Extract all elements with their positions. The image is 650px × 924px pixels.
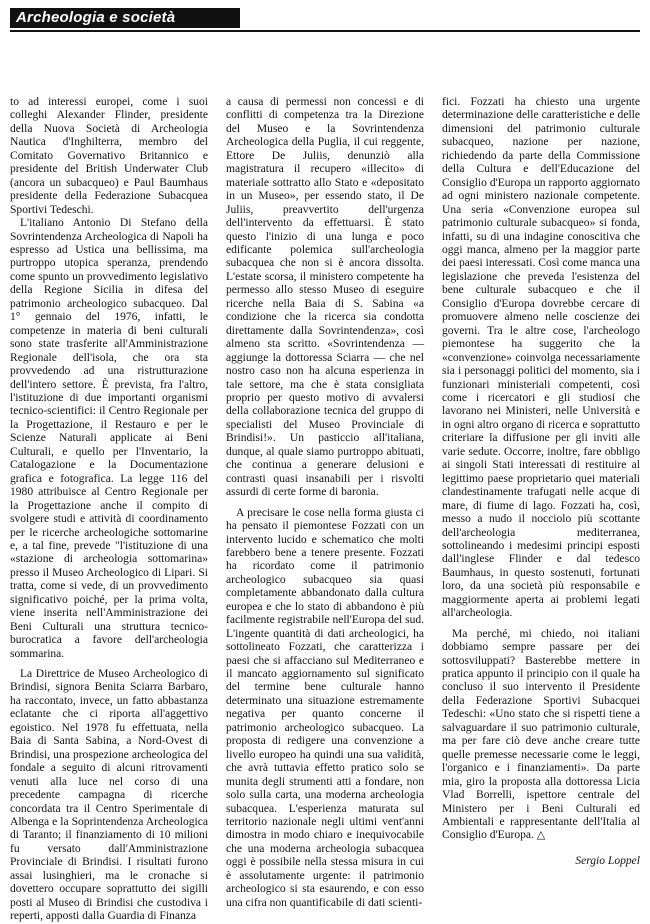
section-header [10, 8, 640, 32]
paragraph: a causa di permessi non concessi e di conflitti di competenza tra la Direzione del Museo e la Sovrintendenza Archeologica della Puglia, il cui reggente, Ettore De Juliis, denunziò alla magistratura il recupero «illecito» di materiale sottratto allo Stato e «depositato in un Museo», per essendo stato, il De Juliis, preavvertito dell'urgenza dell'intervento da effettuarsi. È stato questo l'inizio di una lunga e poco edificante polemica sull'archeologia subacquea che non si è ancora dissolta. L'estate scorsa, il ministero competente ha permesso allo stesso Museo di eseguire ricerche nella Baia di S. Sabina «a condizione che la ricerca sia condotta direttamente dalla Sovrintendenza», così almeno sta scritto. «Sovrintendenza — aggiunge la dottoressa Sciarra — che nel nostro caso non ha alcuna esperienza in tale settore, ma che è stata consigliata proprio per questo motivo di avvalersi della collaborazione tecnica del gruppo di specialisti del Museo Provinciale di Brindisi!». Un pasticcio all'italiana, dunque, al quale siamo purtroppo abituati, che continua a generare delusioni e contrasti quasi insanabili per i risvolti assurdi di certe forme di baronia. [226, 96, 424, 499]
article-body [10, 96, 640, 923]
section-title: Archeologia e società [10, 8, 240, 28]
paragraph: to ad interessi europei, come i suoi colleghi Alexander Flinder, presidente della Nuova Società di Archeologia Nautica d'Inghilterra, membro del Comitato Governativo Britannico e presidente del British Underwater Club (ancora un subacqueo) e Paul Baumhaus presidente della Federazione Subacquea Sportivi Tedeschi. [10, 96, 208, 216]
article-column-3 [442, 96, 640, 868]
paragraph [442, 628, 640, 843]
paragraph-text: Ma perché, mi chiedo, noi italiani dobbiamo sempre passare per dei sottosviluppati? Basterebbe mettere in pratica appunto il principio con il quale ha concluso il suo intervento il Presidente della Federazione Sportivi Subacquei Tedeschi: «Uno stato che si rispetti tiene a salvaguardare il suo patrimonio culturale, ma per fare ciò deve anche creare tutte quelle premesse necessarie come le leggi, l'organico e i finanziamenti». Da parte mia, giro la proposta alla dottoressa Licia Vlad Borrelli, ispettore centrale del Ministero per i Beni Culturali ed Ambientali e rappresentante dell'Italia al Consiglio d'Europa. [442, 627, 640, 842]
article-column-2 [226, 96, 424, 909]
paragraph: La Direttrice de Museo Archeologico di Brindisi, signora Benita Sciarra Barbaro, ha raccontato, invece, un fatto abbastanza eclatante che ci riporta all'aggettivo egoistico. Nel 1978 fu effettuata, nella Baia di Santa Sabina, a Nord-Ovest di Brindisi, una prospezione archeologica del fondale a seguito di alcuni ritrovamenti venuti alla luce nel corso di una precedente campagna di ricerche concordata tra il Centro Sperimentale di Albenga e la Soprintendenza Archeologica di Taranto; il finanziamento di 10 milioni fu versato dall'Amministrazione Provinciale di Brindisi. I risultati furono assai lusinghieri, ma le cronache si dovettero occupare soprattutto dei sigilli posti al Museo di Brindisi che custodiva i reperti, apposti dalla Guardia di Finanza [10, 668, 208, 923]
end-of-article-icon: △ [536, 829, 546, 842]
paragraph: A precisare le cose nella forma giusta ci ha pensato il piemontese Fozzati con un intervento lucido e schematico che molti farebbero bene a tenere presente. Fozzati ha ricordato come il patrimonio archeologico subacqueo sia quasi completamente abbandonato dalla cultura europea e che lo stato di abbandono è più facilmente registrabile nell'Europa del sud. L'ingente quantità di dati archeologici, ha sottolineato Fozzati, che caratterizza i paesi che si affacciano sul Mediterraneo e il mancato aggiornamento sul significato del termine bene culturale hanno determinato una situazione estremamente negativa per quanto concerne il patrimonio archeologico subacqueo. La proposta di redigere una convenzione a livello europeo ha quindi una sua validità, che avrà tuttavia effetto pratico solo se munita degli strumenti atti a fondare, non solo sulla carta, una moderna archeologia subacquea. L'esperienza maturata sul territorio nazionale negli ultimi vent'anni dimostra in modo chiaro e inequivocabile che una moderna archeologia subacquea oggi è possibile nella stessa misura in cui è assolutamente urgente: il patrimonio archeologico si sta esaurendo, e con esso una cifra non quantificabile di dati scienti- [226, 506, 424, 909]
paragraph: L'italiano Antonio Di Stefano della Sovrintendenza Archeologica di Napoli ha espresso ad Ustica una bellissima, ma purtroppo utopica speranza, prendendo come spunto un provvedimento legislativo della Regione Sicilia in difesa del patrimonio archeologico subacqueo. Dal 1° gennaio del 1976, infatti, le competenze in materia di beni culturali sono state trasferite all'Amministrazione Regionale dell'isola, che ora sta provvedendo ad una ristrutturazione dell'intero settore. È prevista, fra l'altro, l'istituzione di due importanti organismi tecnico-scientifici: il Centro Regionale per la Progettazione, il Restauro e per le Scienze Naturali applicate ai Beni Culturali, e quello per l'Inventario, la Catalogazione e la Documentazione grafica e fotografica. La legge 116 del 1980 attribuisce al Centro Regionale per la Progettazione anche il compito di svolgere studi e attività di coordinamento per le ricerche archeologiche sottomarine e, a tal fine, prevede "l'istituzione di una «stazione di archeologia sottomarina» presso il Museo Archeologico di Lipari. Si tratta, come si vede, di un provvedimento significativo poiché, per la prima volta, viene inserita nell'Amministrazione dei Beni Culturali una struttura tecnico-burocratica a favore dell'archeologia sommarina. [10, 217, 208, 660]
paragraph: fici. Fozzati ha chiesto una urgente determinazione delle caratteristiche e delle dimensioni del patrimonio culturale subacqueo, nazione per nazione, richiedendo da parte della Commissione della Cultura e dell'Educazione del Consiglio d'Europa un rapporto aggiornato ad ogni ministero nazionale competente. Una seria «Convenzione europea sul patrimonio culturale subacqueo» si fonda, infatti, su di una indagine conoscitiva che oggi manca, almeno per la maggior parte dei paesi interessati. Così come manca una legislazione che preveda l'esistenza del bene culturale subacqueo e che il Consiglio d'Europa dovrebbe cercare di promuovere almeno nelle coscienze dei governi. Tra le altre cose, l'archeologo piemontese ha suggerito che la «convenzione» coinvolga necessariamente sia i personaggi politici del momento, sia i funzionari ministeriali competenti, così come i ricercatori e gli studiosi che lavorano nei Ministeri, nelle Università e in ogni altro organo di ricerca e soprattutto criteriare la diffusione per gli inviti alle varie sedute. Occorre, inoltre, fare obbligo ai singoli Stati interessati di restituire al legittimo paese proprietario quei materiali clandestinamente trafugati nelle acque di mare, di fiume di lago. Fozzati ha, così, messo a nudo il nocciolo più scottante dell'archeologia mediterranea, sottolineando i medesimi principi esposti dall'inglese Flinder e dal tedesco Baumhaus, in questo sostenuti, fortunati loro, da una società più responsabile e maggiormente aperta ai problemi legati all'archeologia. [442, 96, 640, 620]
article-column-1 [10, 96, 208, 923]
author-signature: Sergio Loppel [575, 854, 640, 867]
